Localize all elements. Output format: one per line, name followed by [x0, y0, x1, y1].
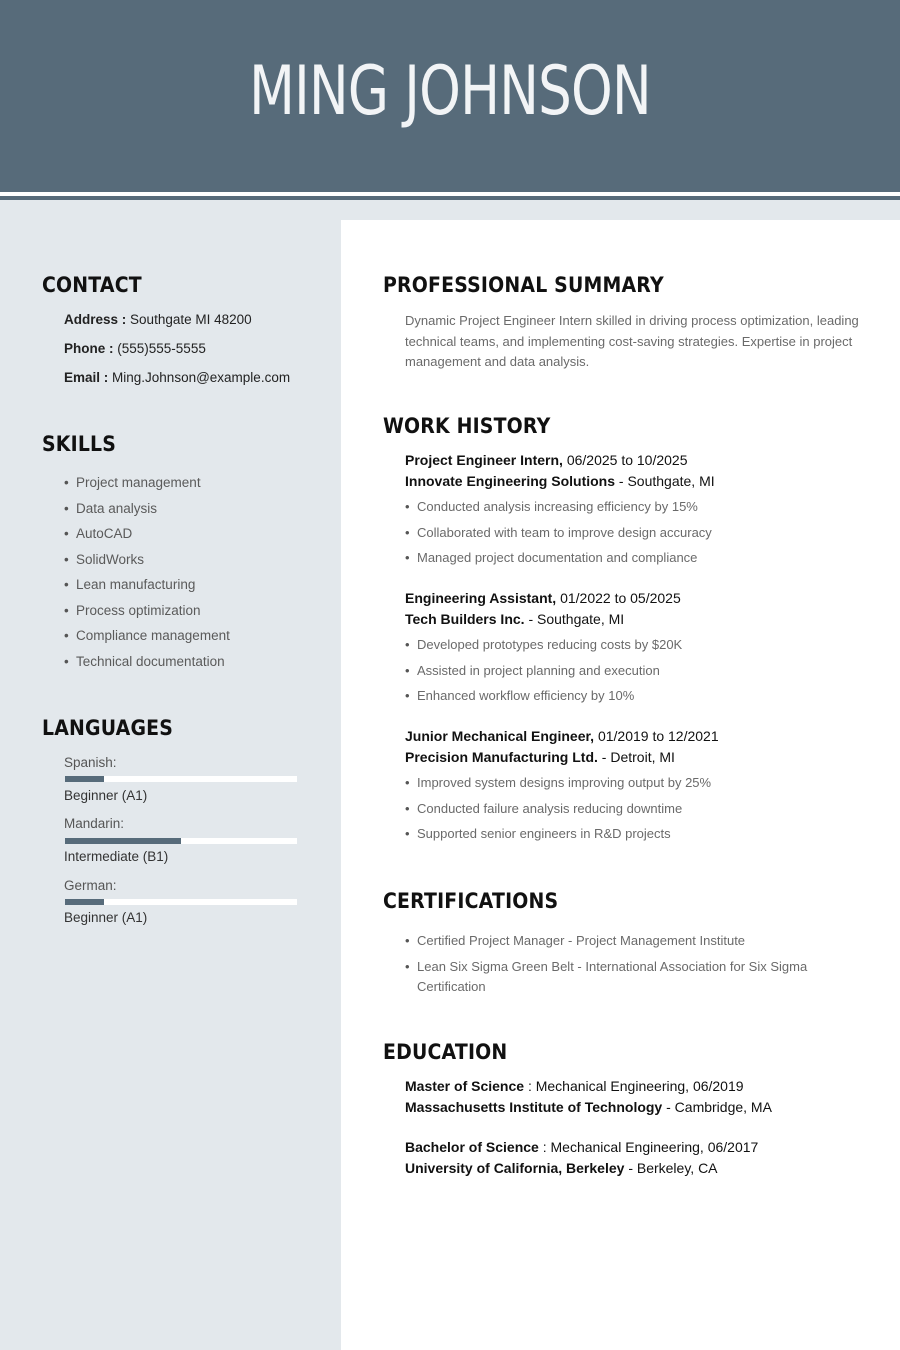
address-label: Address : [64, 312, 127, 327]
education-location: - Cambridge, MA [666, 1099, 772, 1115]
job-dates: 01/2022 to 05/2025 [560, 590, 681, 606]
job-company-line [405, 473, 715, 489]
education-school: Massachusetts Institute of Technology [405, 1099, 663, 1115]
language-level: Intermediate (B1) [64, 849, 169, 864]
job-bullet: • Enhanced workflow efficiency by 10% [405, 687, 682, 713]
language-name: Mandarin: [64, 816, 125, 831]
job-title-line [405, 728, 719, 744]
job-bullet: • Managed project documentation and compliance [405, 549, 712, 575]
skill-item: • Project management [64, 474, 230, 500]
certifications-title: CERTIFICATIONS [383, 889, 559, 913]
job-bullets [405, 498, 712, 575]
education-field: : Mechanical Engineering, 06/2019 [527, 1078, 744, 1094]
job-location: - Detroit, MI [601, 749, 675, 765]
skill-item: • AutoCAD [64, 525, 230, 551]
job-role: Junior Mechanical Engineer, [405, 728, 595, 744]
skills-list [64, 474, 230, 678]
contact-email [64, 370, 290, 385]
language-name: Spanish: [64, 755, 117, 770]
job-bullet: • Collaborated with team to improve design accuracy [405, 524, 712, 550]
job-company: Tech Builders Inc. [405, 611, 525, 627]
education-degree: Master of Science [405, 1078, 525, 1094]
job-bullet: • Improved system designs improving output by 25% [405, 774, 711, 800]
education-field: : Mechanical Engineering, 06/2017 [542, 1139, 759, 1155]
skill-item: • SolidWorks [64, 551, 230, 577]
job-bullets [405, 774, 711, 851]
job-bullet: • Assisted in project planning and execution [405, 662, 682, 688]
job-title-line [405, 590, 681, 606]
address-value: Southgate MI 48200 [130, 312, 252, 327]
language-bar-fill [65, 838, 181, 844]
job-company: Innovate Engineering Solutions [405, 473, 616, 489]
email-label: Email : [64, 370, 109, 385]
language-level: Beginner (A1) [64, 910, 148, 925]
skill-item: • Process optimization [64, 602, 230, 628]
contact-address [64, 312, 252, 327]
job-title-line [405, 452, 688, 468]
job-bullet: • Supported senior engineers in R&D projects [405, 825, 711, 851]
skills-title: SKILLS [42, 432, 117, 456]
job-location: - Southgate, MI [618, 473, 715, 489]
certification-item: • Lean Six Sigma Green Belt - International Association for Six Sigma Certification [405, 957, 845, 997]
work-history-title: WORK HISTORY [383, 414, 551, 438]
job-dates: 01/2019 to 12/2021 [597, 728, 719, 744]
summary-title: PROFESSIONAL SUMMARY [383, 273, 664, 297]
skill-item: • Compliance management [64, 627, 230, 653]
language-level: Beginner (A1) [64, 788, 148, 803]
contact-phone [64, 341, 206, 356]
certification-item: • Certified Project Manager - Project Management Institute [405, 931, 845, 951]
phone-value: (555)555-5555 [117, 341, 206, 356]
education-school: University of California, Berkeley [405, 1160, 625, 1176]
language-bar [65, 899, 297, 905]
job-dates: 06/2025 to 10/2025 [566, 452, 688, 468]
education-school-line [405, 1160, 718, 1176]
job-role: Project Engineer Intern, [405, 452, 563, 468]
resume-header [0, 0, 900, 192]
language-bar [65, 776, 297, 782]
job-location: - Southgate, MI [528, 611, 625, 627]
skill-item: • Technical documentation [64, 653, 230, 679]
job-bullets [405, 636, 682, 713]
languages-title: LANGUAGES [42, 716, 174, 740]
education-degree: Bachelor of Science [405, 1139, 539, 1155]
certifications-list [405, 931, 845, 1003]
education-school-line [405, 1099, 772, 1115]
top-strip [341, 200, 900, 220]
job-company-line [405, 749, 675, 765]
skill-item: • Data analysis [64, 500, 230, 526]
job-company: Precision Manufacturing Ltd. [405, 749, 598, 765]
language-bar-fill [65, 899, 104, 905]
language-bar [65, 838, 297, 844]
language-name: German: [64, 878, 117, 893]
phone-label: Phone : [64, 341, 114, 356]
education-title: EDUCATION [383, 1040, 508, 1064]
language-bar-fill [65, 776, 104, 782]
job-bullet: • Conducted analysis increasing efficiency by 15% [405, 498, 712, 524]
summary-text: Dynamic Project Engineer Intern skilled in driving process optimization, leading technical teams, and implementing cost-saving strategies. Expertise in project management and data analysis. [405, 313, 859, 369]
job-bullet: • Developed prototypes reducing costs by $20K [405, 636, 682, 662]
job-role: Engineering Assistant, [405, 590, 557, 606]
education-location: - Berkeley, CA [628, 1160, 718, 1176]
contact-title: CONTACT [42, 273, 142, 297]
email-value: Ming.Johnson@example.com [112, 370, 291, 385]
candidate-name: MING JOHNSON [249, 52, 651, 131]
job-bullet: • Conducted failure analysis reducing downtime [405, 800, 711, 826]
education-degree-line [405, 1139, 758, 1155]
skill-item: • Lean manufacturing [64, 576, 230, 602]
education-degree-line [405, 1078, 744, 1094]
job-company-line [405, 611, 624, 627]
